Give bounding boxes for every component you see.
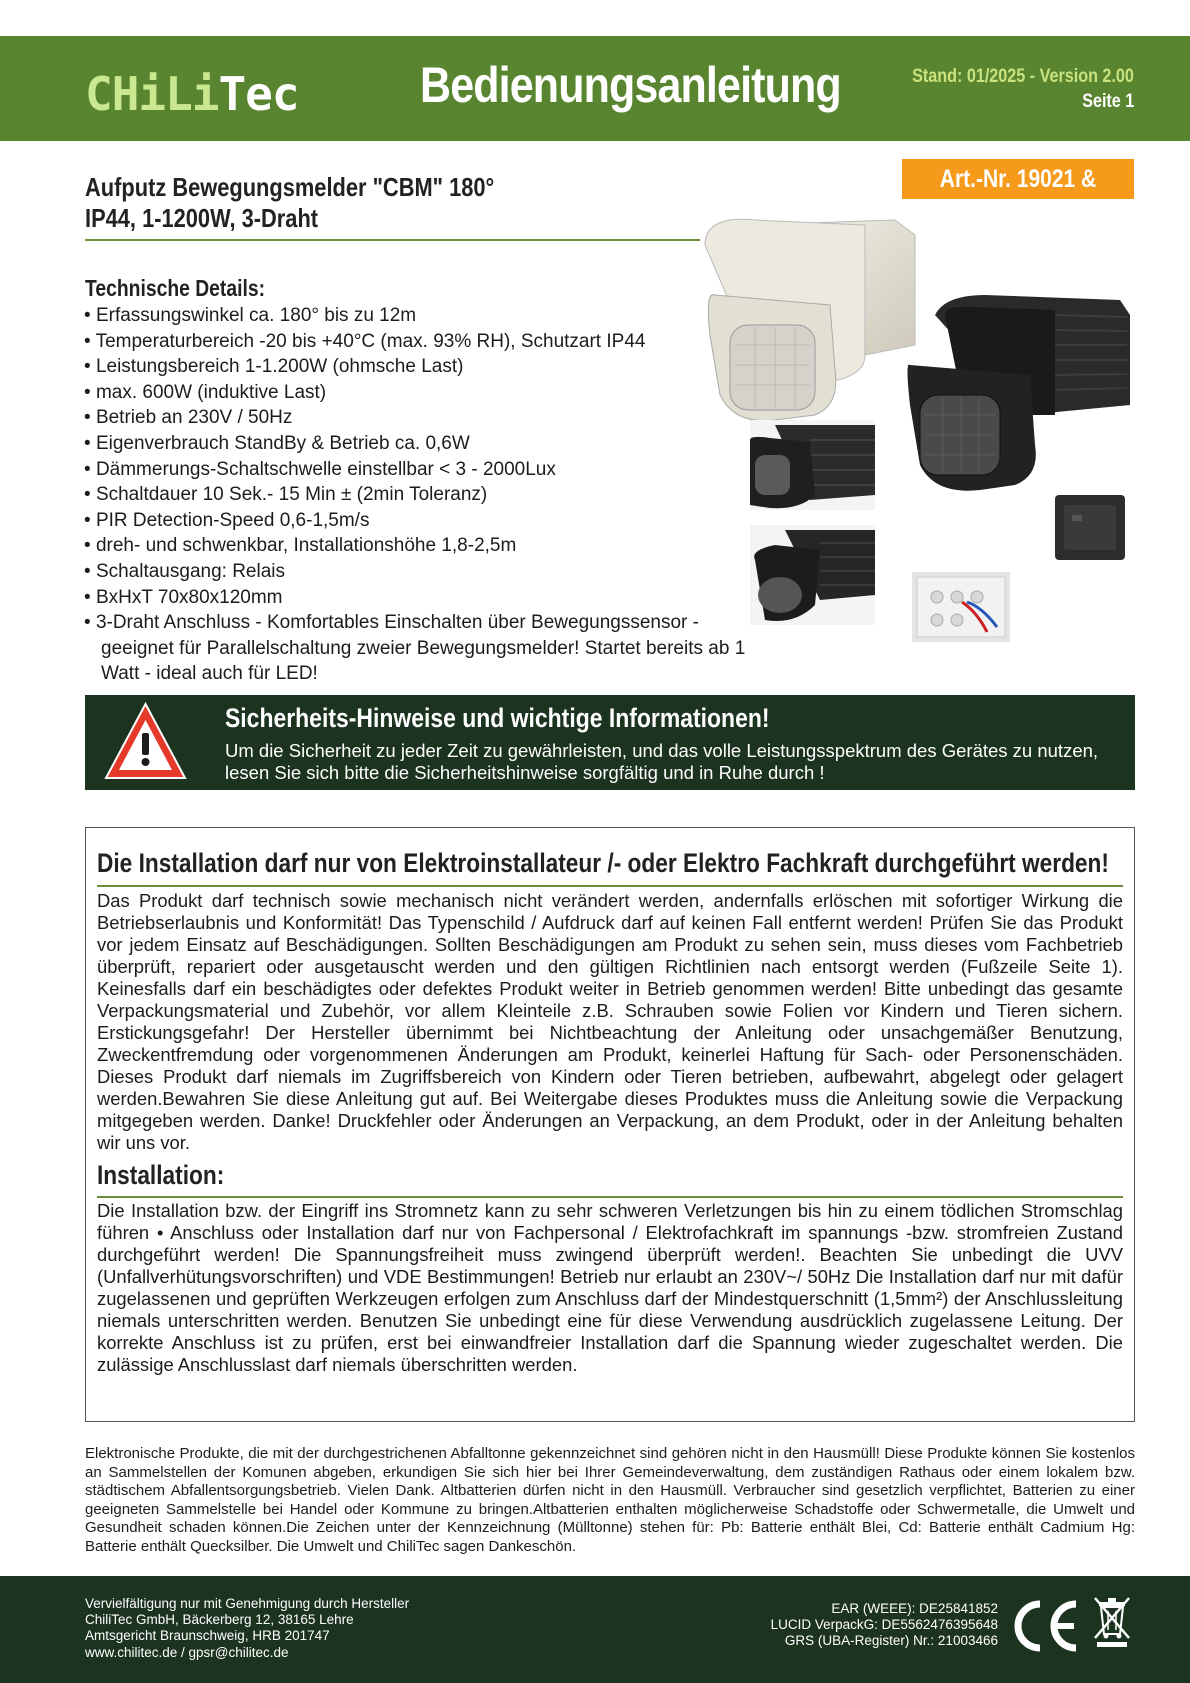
warning-triangle-icon [103, 700, 188, 782]
tech-item: • Erfassungswinkel ca. 180° bis zu 12m [84, 303, 764, 329]
installation-notice-heading: Die Installation darf nur von Elektroinstallateur /- oder Elektro Fachkraft durchgeführt werden! [97, 848, 1109, 878]
tech-item: • Eigenverbrauch StandBy & Betrieb ca. 0,6W [84, 431, 764, 457]
safety-warning-box [85, 695, 1135, 790]
tech-item: • dreh- und schwenkbar, Installationshöhe 1,8-2,5m [84, 533, 764, 559]
ce-mark-icon [1008, 1596, 1083, 1656]
installation-notice-text: Das Produkt darf technisch sowie mechanisch nicht verändert werden, andernfalls erlöschen mit sofortiger Wirkung die Betriebserlaubnis und Konformität! Das Typenschild / Aufdruck darf auf keinen Fall entfernt werden! Prüfen Sie das Produkt vor jedem Einsatz auf Beschädigungen. Sollten Beschädigungen am Produkt zu sehen sein, muss dieses vom Fachbetrieb überprüft, repariert oder ausgetauscht werden und den gültigen Richtlinien nach entsorgt werden (Fußzeile Seite 1). Keinesfalls darf ein beschädigtes oder defektes Produkt weiter in Betrieb genommen werden! Bitte unbedingt das gesamte Verpackungsmaterial und Zubehör, vor allem Kleinteile z.B. Schrauben sowie Folien vor Kindern und Tieren sichern. Erstickungsgefahr! Der Hersteller übernimmt bei Nichtbeachtung der Anleitung oder unsachgemäßer Benutzung, Zweckentfremdung oder vorgenommenen Änderungen am Produkt, keinerlei Haftung für Sach- oder Personenschäden. Dieses Produkt darf niemals im Zugriffsbereich von Kindern oder Tieren betrieben, aufbewahrt, abgelegt oder gelagert werden.Bewahren Sie diese Anleitung gut auf. Bei Weitergabe dieses Produktes muss die Anleitung sowie die Verpackung mitgegeben werden. Danke! Druckfehler oder Änderungen an Verpackung, an dem Produkt, oder in der Anleitung behalten wir uns vor. [97, 890, 1123, 1153]
product-title-line1: Aufputz Bewegungsmelder "CBM" 180° [85, 172, 495, 202]
sensor-side-view-image [750, 420, 875, 510]
sensor-back-view-image [1052, 490, 1127, 565]
installation-heading: Installation: [97, 1160, 225, 1190]
sensor-terminal-block-image [912, 572, 1010, 642]
grs-registration: GRS (UBA-Register) Nr.: 21003466 [784, 1633, 998, 1649]
warning-title: Sicherheits-Hinweise und wichtige Informationen! [225, 703, 770, 733]
page-number: Seite 1 [1081, 91, 1134, 112]
disposal-notice: Elektronische Produkte, die mit der durchgestrichenen Abfalltonne gekennzeichnet sind gehören nicht in den Hausmüll! Diese Produkte können Sie kostenlos an Sammelstellen der Komunen abgeben, erkundigen Sie sich hier bei Ihrer Gemeindeverwaltung, dem zuständigen Rathaus oder einem lokalem bzw. städtischem Abfallentsorgungsbetrieb. Vielen Dank. Altbatterien dürfen nicht in den Hausmüll. Verbraucher sind gesetzlich verpflichtet, Batterien zu einer geeigneten Sammelstelle bei Handel oder Kommune zu bringen.Altbatterien enthalten möglicherweise Schadstoffe oder Schwermetalle, die Umwelt und Gesundheit schaden können.Die Zeichen unter der Kennzeichnung (Mülltonne) stehen für: Pb: Batterie enthält Blei, Cd: Batterie enthält Cadmium Hg: Batterie enthält Quecksilber. Die Umwelt und ChiliTec sagen Dankeschön. [85, 1445, 1135, 1555]
tech-details-list [84, 303, 764, 687]
product-title [85, 172, 494, 234]
registration-info [771, 1601, 998, 1650]
tech-item-continuation: • max. 600W (induktive Last) [84, 380, 764, 406]
sensor-swivel-view-image [750, 525, 875, 625]
crossed-out-bin-icon [1093, 1594, 1131, 1649]
tech-item: • Betrieb an 230V / 50Hz [84, 405, 764, 431]
lucid-registration: LUCID VerpackG: DE5562476395648 [770, 1617, 998, 1633]
chilitec-logo: CHiLiTec [85, 67, 299, 121]
document-title: Bedienungsanleitung [420, 57, 841, 113]
black-motion-sensor-image [905, 285, 1130, 510]
title-divider [85, 239, 700, 241]
article-number-badge: Art.-Nr. 19021 & 18145 [902, 159, 1134, 199]
white-motion-sensor-image [695, 205, 920, 435]
tech-item: • Dämmerungs-Schaltschwelle einstellbar < 3 - 2000Lux [84, 457, 764, 483]
footer-line: Vervielfältigung nur mit Genehmigung durch Hersteller [85, 1596, 410, 1611]
tech-item: • 3-Draht Anschluss - Komfortables Einschalten über Bewegungssensor - geeignet für Parallelschaltung zweier Bewegungsmelder! Startet bereits ab 1 Watt - ideal auch für LED! [84, 610, 764, 687]
tech-item: • BxHxT 70x80x120mm [84, 585, 764, 611]
warning-text: Um die Sicherheit zu jeder Zeit zu gewährleisten, und das volle Leistungsspektrum des Gerätes zu nutzen, lesen Sie sich bitte die Sicherheitshinweise sorgfältig und in Ruhe durch ! [225, 740, 1099, 783]
footer-bar [0, 1576, 1190, 1683]
tech-item: • PIR Detection-Speed 0,6-1,5m/s [84, 508, 764, 534]
footer-line: ChiliTec GmbH, Bäckerberg 12, 38165 Lehre [85, 1612, 354, 1628]
installation-divider [97, 1196, 1123, 1198]
ear-registration: EAR (WEEE): DE25841852 [831, 1601, 998, 1616]
notice-divider [97, 885, 1123, 887]
header-bar [0, 36, 1190, 141]
company-info [85, 1596, 409, 1661]
tech-item: • Temperaturbereich -20 bis +40°C (max. 93% RH), Schutzart IP44 [84, 329, 764, 355]
product-title-line2: IP44, 1-1200W, 3-Draht [85, 203, 319, 233]
tech-item: • Schaltausgang: Relais [84, 559, 764, 585]
tech-details-heading: Technische Details: [85, 275, 266, 301]
footer-line: Amtsgericht Braunschweig, HRB 201747 [85, 1628, 330, 1644]
installation-text: Die Installation bzw. der Eingriff ins Stromnetz kann zu sehr schweren Verletzungen bis hin zu einem tödlichen Stromschlag führen • Anschluss oder Installation darf nur von Fachpersonal / Elektrofachkraft im spannungs -bzw. stromfreien Zustand durchgeführt werden! Die Spannungsfreiheit muss zwingend überprüft werden!. Beachten Sie unbedingt die UVV (Unfallverhütungsvorschriften) und VDE Bestimmungen! Betrieb nur erlaubt an 230V~/ 50Hz Die Installation darf nur mit dafür zugelassenen und geprüften Werkzeugen erfolgen zum Anschluss darf der Mindestquerschnitt (1,5mm²) der Anschlussleitung niemals unterschritten werden. Benutzen Sie unbedingt eine für diese Verwendung ausdrücklich zugelassene Leitung. Der korrekte Anschluss ist zu prüfen, erst bei einwandfreier Installation darf die Spannung wieder zugeschaltet werden. Die zulässige Anschlusslast darf niemals überschritten werden. [97, 1200, 1123, 1375]
tech-item: • Schaltdauer 10 Sek.- 15 Min ± (2min Toleranz) [84, 482, 764, 508]
footer-line: www.chilitec.de / gpsr@chilitec.de [85, 1644, 289, 1660]
tech-item: • Leistungsbereich 1-1.200W (ohmsche Last) [84, 354, 764, 380]
version-stand: Stand: 01/2025 - Version 2.00 [912, 66, 1134, 87]
